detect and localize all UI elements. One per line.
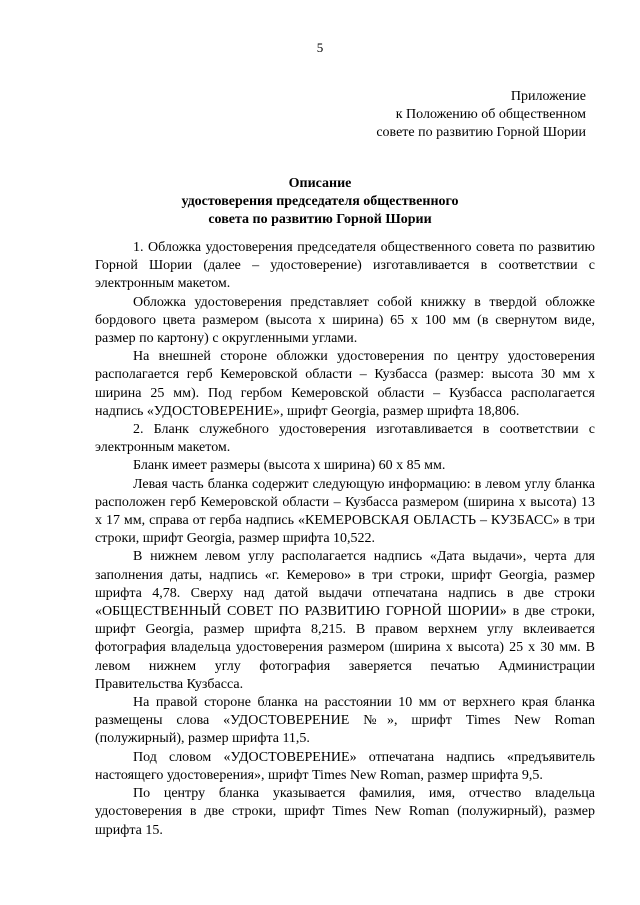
title-line: удостоверения председателя общественного [181, 194, 459, 209]
document-body [95, 239, 595, 840]
appendix-line: к Положению об общественном [395, 107, 586, 122]
paragraph: В нижнем левом углу располагается надпись «Дата выдачи», черта для заполнения даты, надпись «г. Кемерово» в три строки, шрифт Georgia, размер шрифта 4,78. Сверху над датой выдачи отпечатана надпись в две строки «ОБЩЕСТВЕННЫЙ СОВЕТ ПО РАЗВИТИЮ ГОРНОЙ ШОРИИ» в две строки, шрифт Georgia, размер шрифта 8,215. В правом верхнем углу вклеивается фотография владельца удостоверения размером (ширина х высота) 25 х 30 мм. В левом нижнем углу фотография заверяется печатью Администрации Правительства Кузбасса. [95, 549, 595, 692]
appendix-line: совете по развитию Горной Шории [376, 125, 586, 140]
appendix-block [286, 88, 586, 142]
paragraph: Под словом «УДОСТОВЕРЕНИЕ» отпечатана надпись «предъявитель настоящего удостоверения», шрифт Times New Roman, размер шрифта 9,5. [95, 749, 595, 783]
paragraph: По центру бланка указывается фамилия, имя, отчество владельца удостоверения в две строки, шрифт Times New Roman (полужирный), размер шрифта 15. [95, 786, 595, 838]
paragraph: Обложка удостоверения представляет собой книжку в твердой обложке бордового цвета размером (высота х ширина) 65 х 100 мм (в свернутом виде, размер по картону) с округленными углами. [95, 294, 595, 347]
paragraph: На внешней стороне обложки удостоверения по центру удостоверения располагается герб Кемеровской области – Кузбасса (размер: высота 30 мм х ширина 25 мм). Под гербом Кемеровской области – Кузбасса располагается надпись «УДОСТОВЕРЕНИЕ», шрифт Georgia, размер шрифта 18,806. [95, 349, 595, 419]
appendix-line: Приложение [510, 89, 586, 104]
paragraph: 1. Обложка удостоверения председателя общественного совета по развитию Горной Шории (далее – удостоверение) изготавливается в соответствии с электронным макетом. [95, 240, 595, 292]
paragraph: Бланк имеет размеры (высота х ширина) 60 х 85 мм. [133, 458, 446, 474]
page-number: 5 [316, 40, 324, 55]
paragraph: Левая часть бланка содержит следующую информацию: в левом углу бланка расположен герб Кемеровской области – Кузбасса размером (ширина х высота) 13 х 17 мм, справа от герба надпись «КЕМЕРОВСКАЯ ОБЛАСТЬ – КУЗБАСС» в три строки, шрифт Georgia, размер шрифта 10,522. [95, 476, 595, 547]
title-line: Описание [288, 176, 352, 191]
document-title [0, 175, 640, 229]
title-line: совета по развитию Горной Шории [208, 212, 432, 227]
paragraph: 2. Бланк служебного удостоверения изготавливается в соответствии с электронным макетом. [95, 422, 595, 456]
paragraph: На правой стороне бланка на расстоянии 10 мм от верхнего края бланка размещены слова «УДОСТОВЕРЕНИЕ №», шрифт Times New Roman (полужирный), размер шрифта 11,5. [95, 695, 595, 747]
